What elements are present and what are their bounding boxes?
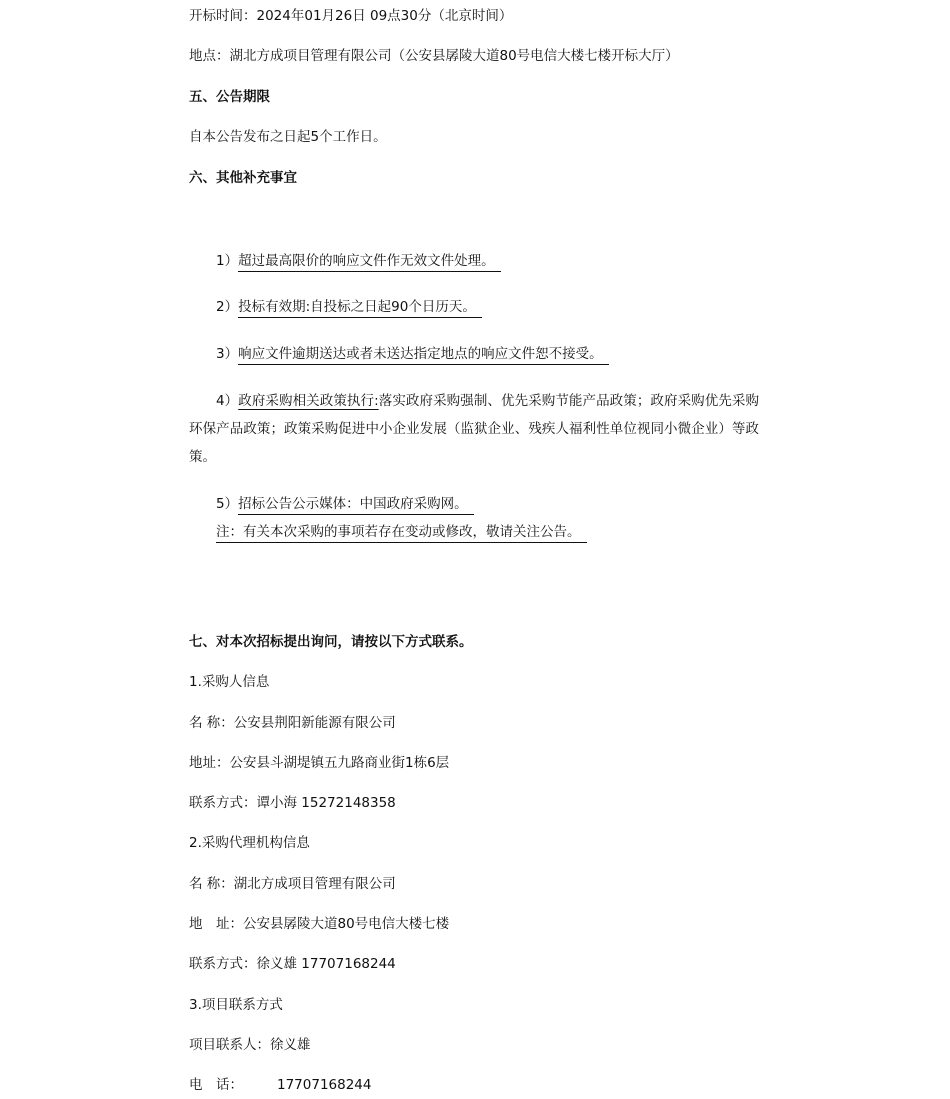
item-number: 4） [216, 393, 239, 409]
project-person: 项目联系人：徐义雄 [189, 1037, 311, 1053]
project-phone [189, 1076, 371, 1094]
section7-title: 七、对本次招标提出询问，请按以下方式联系。 [189, 634, 473, 650]
section5-title: 五、公告期限 [189, 89, 270, 105]
purchaser-address: 地址：公安县斗湖堤镇五九路商业街1栋6层 [189, 755, 450, 771]
purchaser-contact: 联系方式：谭小海 15272148358 [189, 795, 396, 811]
phone-value: 17707168244 [277, 1077, 372, 1093]
note-line [216, 523, 587, 543]
purchaser-heading: 1.采购人信息 [189, 674, 270, 690]
agency-address: 地 址：公安县孱陵大道80号电信大楼七楼 [189, 916, 450, 932]
supplementary-item-5 [216, 495, 474, 515]
item-text: 招标公告公示媒体：中国政府采购网。 [238, 495, 474, 515]
item-text: 超过最高限价的响应文件作无效文件处理。 [238, 252, 501, 272]
item-number: 3） [216, 346, 239, 362]
supplementary-item-3 [216, 345, 609, 365]
purchaser-name: 名 称：公安县荆阳新能源有限公司 [189, 715, 396, 731]
project-heading: 3.项目联系方式 [189, 997, 283, 1013]
item-number: 2） [216, 299, 239, 315]
item-text: 落实政府采购强制、优先采购节能产品政策；政府采购优先采购环保产品政策；政策采购促进中小企业发展（监狱企业、残疾人福利性单位视同小微企业）等政策。 [189, 393, 759, 465]
agency-contact: 联系方式：徐义雄 17707168244 [189, 956, 396, 972]
agency-name: 名 称：湖北方成项目管理有限公司 [189, 876, 396, 892]
item-label: 政府采购相关政策执行: [238, 393, 379, 409]
supplementary-item-2 [216, 298, 482, 318]
supplementary-item-1 [216, 252, 501, 272]
item-number: 1） [216, 253, 239, 269]
supplementary-item-4 [189, 387, 759, 471]
section6-title: 六、其他补充事宜 [189, 170, 297, 186]
section5-body: 自本公告发布之日起5个工作日。 [189, 129, 387, 145]
item-text: 投标有效期:自投标之日起90个日历天。 [238, 298, 482, 318]
item-text: 响应文件逾期送达或者未送达指定地点的响应文件恕不接受。 [238, 345, 609, 365]
note-text: 注：有关本次采购的事项若存在变动或修改，敬请关注公告。 [216, 523, 587, 543]
open-time-line: 开标时间：2024年01月26日 09点30分（北京时间） [189, 8, 513, 24]
phone-label: 电 话： [189, 1077, 243, 1093]
item-number: 5） [216, 496, 239, 512]
agency-heading: 2.采购代理机构信息 [189, 835, 310, 851]
location-line: 地点：湖北方成项目管理有限公司（公安县孱陵大道80号电信大楼七楼开标大厅） [189, 48, 679, 64]
